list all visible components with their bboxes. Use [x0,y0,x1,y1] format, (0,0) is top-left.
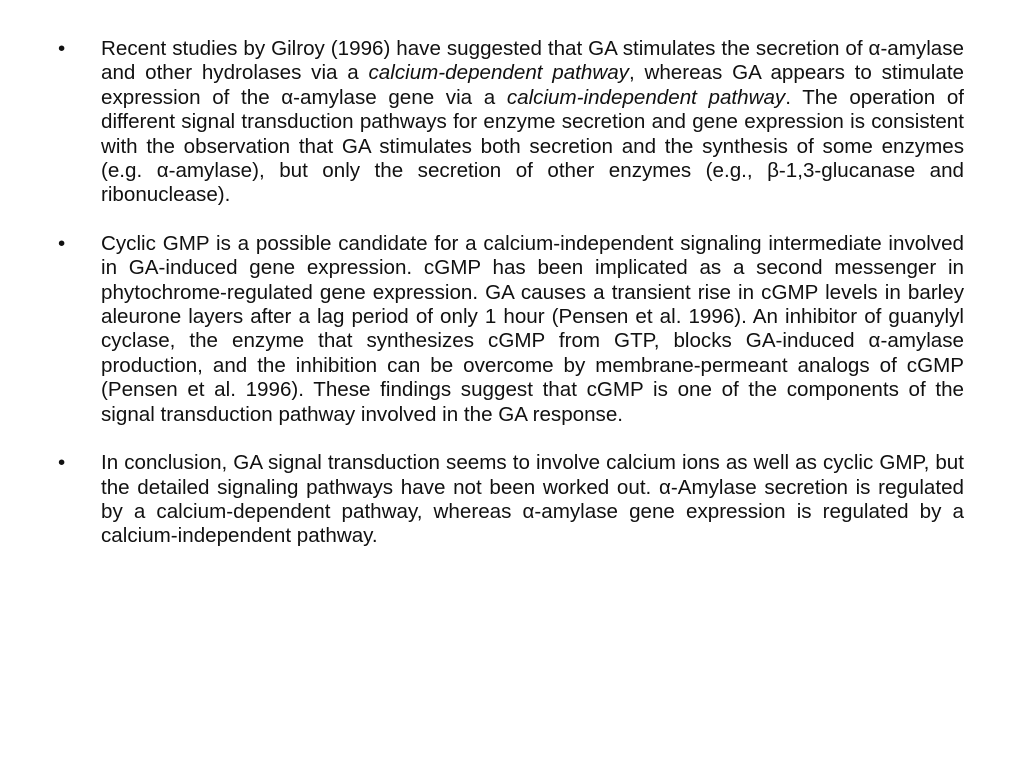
bullet-marker: • [58,231,66,255]
text-segment: Recent studies by Gilroy (1996) have suggested that GA stimulates the secretion of α-amylase and other hydrolases via a [101,37,964,85]
bullet-text [101,232,964,426]
text-segment: , whereas GA appears to stimulate expression of the α-amylase gene via a [101,61,964,109]
bullet-marker: • [58,37,66,60]
text-segment: . The operation of different signal transduction pathways for enzyme secretion and gene expression is consistent with the observation that GA stimulates both secretion and the synthesis of some enzymes (e.g. α-amylase), but only the secretion of other enzymes (e.g., β-1,3-glucanase and ribonuclease). [101,85,964,207]
text-segment: In conclusion, GA signal transduction seems to involve calcium ions as well as cyclic GMP, but the detailed signaling pathways have not been worked out. α-Amylase secretion is regulated by a calcium-dependent pathway, whereas α-amylase gene expression is regulated by a calcium-independent pathway. [101,451,964,548]
italic-text-segment: calcium-dependent pathway [368,61,629,85]
italic-text-segment: calcium-independent pathway [506,85,786,109]
bullet-text [101,37,964,206]
bullet-marker: • [58,451,66,475]
bullet-item-conclusion [58,451,964,549]
bullet-list [58,37,964,573]
bullet-item-gilroy-study [58,37,964,208]
text-segment: Cyclic GMP is a possible candidate for a calcium-independent signaling intermediate involved in GA-induced gene expression. cGMP has been implicated as a second messenger in phytochrome-regulated gene expression. GA causes a transient rise in cGMP levels in barley aleurone layers after a lag period of only 1 hour (Pensen et al. 1996). An inhibitor of guanylyl cyclase, the enzyme that synthesizes cGMP from GTP, blocks GA-induced α-amylase production, and the inhibition can be overcome by membrane-permeant analogs of cGMP (Pensen et al. 1996). These findings suggest that cGMP is one of the components of the signal transduction pathway involved in the GA response. [101,231,964,426]
bullet-text [101,451,964,547]
bullet-item-cyclic-gmp [58,232,964,427]
